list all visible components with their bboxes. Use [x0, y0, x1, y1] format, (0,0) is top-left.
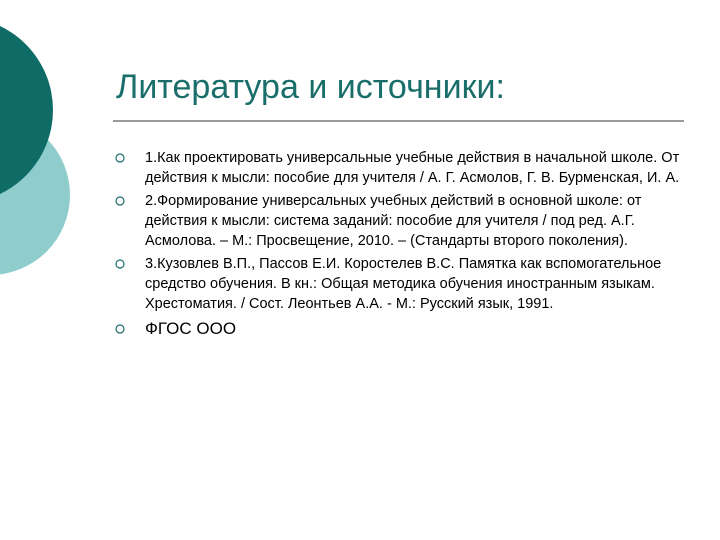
- title-divider: [113, 120, 684, 122]
- hollow-circle-bullet-icon: [115, 196, 125, 206]
- bullet-item: [113, 254, 688, 314]
- bullet-text: 2.Формирование универсальных учебных действий в основной школе: от действия к мысли: система заданий: пособие для учителя / под ред. А.Г. Асмолова. – М.: Просвещение, 2010. – (Стандарты второго поколения).: [145, 193, 642, 249]
- hollow-circle-bullet-icon: [115, 153, 125, 163]
- bullet-text: 1.Как проектировать универсальные учебные действия в начальной школе. От действия к мысли: пособие для учителя / А. Г. Асмолов, Г. В. Бурменская, И. А.: [145, 150, 680, 186]
- bullet-text: 3.Кузовлев В.П., Пассов Е.И. Коростелев В.С. Памятка как вспомогательное средство обучения. В кн.: Общая методика обучения иностранным языкам. Хрестоматия. / Сост. Леонтьев А.А. - М.: Русский язык, 1991.: [145, 256, 662, 312]
- hollow-circle-bullet-icon: [115, 324, 125, 334]
- hollow-circle-bullet-icon: [115, 259, 125, 269]
- bullet-text: ФГОС ООО: [145, 319, 237, 338]
- bullet-item: [113, 318, 688, 340]
- bullet-item: [113, 191, 688, 251]
- slide-title: Литература и источники:: [116, 68, 505, 106]
- bullet-list: [113, 148, 688, 343]
- circles-decoration-icon: [0, 0, 120, 300]
- bullet-item: [113, 148, 688, 188]
